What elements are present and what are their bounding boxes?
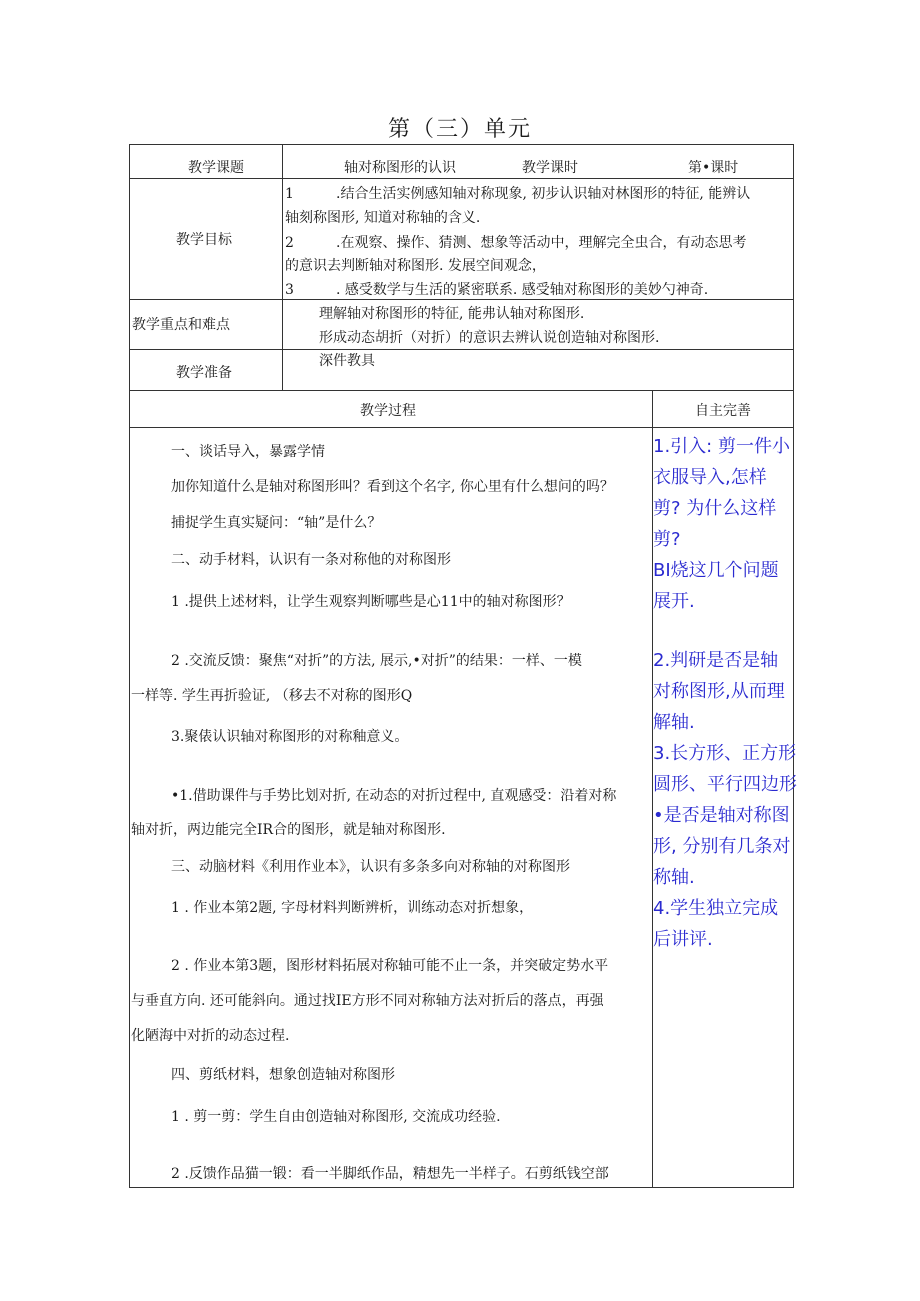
preparation-label: 教学准备 <box>176 365 232 381</box>
side-note-line: 1.引入: 剪一件小 <box>653 436 790 457</box>
side-note-line: 对称图形,从而理 <box>653 681 785 702</box>
key-points-label: 教学重点和难点 <box>132 317 230 333</box>
process-paragraph: 2 .交流反馈：聚焦“对折”的方法, 展示,•对折”的结果：一样、一模 <box>171 653 582 669</box>
side-note-line: 称轴. <box>653 867 695 888</box>
key-point-line: 形成动态胡折（对折）的意识去辨认说创造轴对称图形. <box>319 330 660 346</box>
side-note-line: •是否是轴对称图 <box>653 805 790 826</box>
process-paragraph: 轴对折，两边能完全IR合的图形，就是轴对称图形. <box>131 822 446 838</box>
objective-line: .结合生活实例感知轴对称现象, 初步认识轴对林图形的特征, 能辨认 <box>336 186 751 202</box>
table-border-bottom <box>129 1187 794 1188</box>
side-note-line: 衣服导入,怎样 <box>653 467 767 488</box>
process-paragraph: 1 . 作业本第2题, 字母材料判断辨析，训练动态对折想象， <box>171 900 534 916</box>
side-note-line: BI烧这几个问题 <box>653 560 779 581</box>
objectives-label: 教学目标 <box>176 232 232 248</box>
process-paragraph: 四、剪纸材料，想象创造轴对称图形 <box>171 1067 395 1083</box>
topic-value: 轴对称图形的认识 <box>344 160 456 176</box>
side-note-line: 3.长方形、正方形 <box>653 743 797 764</box>
process-paragraph: 一样等. 学生再折验证, （移去不对称的图形Q <box>131 688 413 704</box>
side-notes <box>653 431 797 955</box>
process-paragraph: 二、动手材料，认识有一条对称他的对称图形 <box>171 552 451 568</box>
topic-label: 教学课题 <box>188 160 244 176</box>
side-note-line: 形, 分别有几条对 <box>653 836 791 857</box>
objective-line: . 感受数学与生活的紧密联系. 感受轴对称图形的美妙勺神奇. <box>336 282 709 298</box>
side-note-line: 4.学生独立完成 <box>653 898 779 919</box>
process-paragraph: 三、动脑材料《利用作业本》，认识有多条多向对称轴的对称图形 <box>171 859 570 875</box>
row-divider <box>129 427 794 428</box>
side-note-gap <box>653 617 797 645</box>
row-divider <box>129 349 794 350</box>
row-divider <box>129 178 794 179</box>
period-value: 第•课时 <box>688 160 739 176</box>
process-paragraph: 2 . 作业本第3题，图形材料拓展对称轴可能不止一条，并突破定势水平 <box>171 958 609 974</box>
process-paragraph: 化陋海中对折的动态过程. <box>131 1028 290 1044</box>
period-label: 教学课时 <box>522 160 578 176</box>
column-divider <box>282 144 283 390</box>
process-label: 教学过程 <box>360 403 416 419</box>
side-note-line: 展开. <box>653 591 695 612</box>
process-paragraph: 3.聚俵认识轴对称图形的对称釉意义。 <box>171 729 409 745</box>
preparation-value: 深件教具 <box>319 353 375 369</box>
objective-number: 3 <box>285 282 294 298</box>
table-border-top <box>129 144 794 145</box>
side-note-line: 2.判研是否是轴 <box>653 650 779 671</box>
objective-line: 的意识去判断轴对称图形. 发展空间观念， <box>285 258 546 274</box>
side-note-line: 剪? <box>653 529 681 550</box>
process-paragraph: 一、谈话导入，暴露学情 <box>171 444 325 460</box>
objective-line: .在观察、操作、猜测、想象等活动中，理解完全虫合，有动态思考 <box>336 235 747 251</box>
process-paragraph: 2 .反馈作品猫一锻：看一半脚纸作品，精想先一半样子。石剪纸钱空部 <box>171 1166 609 1182</box>
side-note-line: 圆形、平行四边形 <box>653 774 797 795</box>
table-border-left <box>129 144 130 1188</box>
process-paragraph: 与垂直方向. 还可能斜向。通过找IE方形不同对称轴方法对折后的落点，再强 <box>131 993 604 1009</box>
objective-line: 轴刻称图形, 知道对称轴的含义. <box>285 210 481 226</box>
objective-number: 1 <box>285 186 294 202</box>
side-label: 自主完善 <box>695 403 751 419</box>
objective-number: 2 <box>285 235 294 251</box>
side-note-line: 剪? 为什么这样 <box>653 498 777 519</box>
page-title: 第（三）单元 <box>387 117 532 142</box>
side-note-line: 后讲评. <box>653 929 713 950</box>
side-note-line: 解轴. <box>653 712 695 733</box>
process-paragraph: 1 . 剪一剪：学生自由创造轴对称图形, 交流成功经验. <box>171 1109 501 1125</box>
process-paragraph: 捕捉学生真实疑问：“轴”是什么？ <box>171 515 382 531</box>
process-paragraph: 加你知道什么是轴对称图形叫？看到这个名字, 你心里有什么想问的吗？ <box>171 479 614 495</box>
key-point-line: 理解轴对称图形的特征, 能弗认轴对称图形. <box>319 306 585 322</box>
process-paragraph: •1.借助课件与手势比划对折, 在动态的对折过程中, 直观感受：沿着对称 <box>171 788 617 804</box>
process-paragraph: 1 .提供上述材料，让学生观察判断哪些是心11中的轴对称图形？ <box>171 594 571 610</box>
row-divider <box>129 390 794 391</box>
